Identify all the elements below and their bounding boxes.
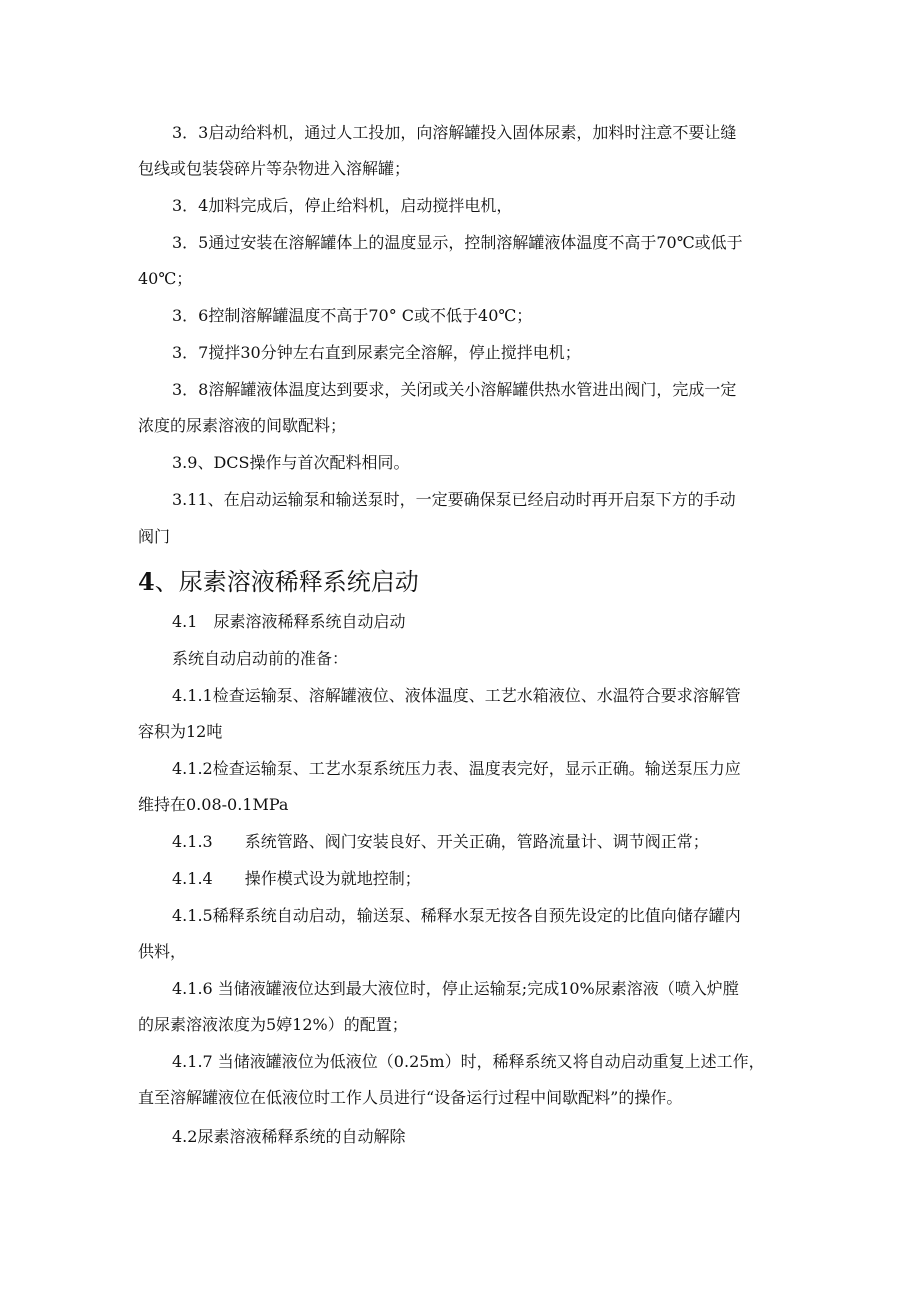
para-3-4: 3．4加料完成后，停止给料机，启动搅拌电机， [172,196,513,215]
section-4-heading [138,566,788,598]
para-4-1-3: 4.1.3 系统管路、阀门安装良好、开关正确，管路流量计、调节阀正常； [172,832,709,851]
para-3-7: 3．7搅拌30分钟左右直到尿素完全溶解，停止搅拌电机； [172,343,581,362]
para-3-3-line-2: 包线或包装袋碎片等杂物进入溶解罐； [138,159,411,178]
para-4-1-6-line-2: 的尿素溶液浓度为5婷12%）的配置； [138,1015,408,1034]
para-3-8-line-2: 浓度的尿素溶液的间歇配料； [138,416,347,435]
section-4-title: 、尿素溶液稀释系统启动 [154,568,419,596]
para-4-1-5-line-2: 供料， [138,942,187,961]
para-3-11-line-2: 阀门 [138,527,171,546]
para-4-1-7-line-2: 直至溶解罐液位在低液位时工作人员进行“设备运行过程中间歇配料”的操作。 [138,1088,683,1107]
para-3-11-line-1: 3.11、在启动运输泵和输送泵时，一定要确保泵已经启动时再开启泵下方的手动 [172,490,736,509]
para-4-1: 4.1 尿素溶液稀释系统自动启动 [172,612,406,631]
para-3-9: 3.9、DCS操作与首次配料相同。 [172,453,410,472]
para-3-8-line-1: 3．8溶解罐液体温度达到要求，关闭或关小溶解罐供热水管进出阀门，完成一定 [172,380,737,399]
para-prep: 系统自动启动前的准备： [172,649,349,668]
para-4-1-7-line-1: 4.1.7 当储液罐液位为低液位（0.25m）时，稀释系统又将自动启动重复上述工作， [172,1052,765,1071]
para-4-1-5-line-1: 4.1.5稀释系统自动启动，输送泵、稀释水泵无按各自预先设定的比值向储存罐内 [172,906,741,925]
para-4-1-1-line-1: 4.1.1检查运输泵、溶解罐液位、液体温度、工艺水箱液位、水温符合要求溶解管 [172,686,741,705]
para-3-5-line-2: 40℃； [138,269,193,288]
para-4-1-2-line-2: 维持在0.08-0.1MPa [138,795,289,814]
section-4-number: 4 [138,567,155,596]
para-4-1-6-line-1: 4.1.6 当储液罐液位达到最大液位时，停止运输泵;完成10%尿素溶液（喷入炉膛 [172,979,739,998]
para-3-3-line-1: 3．3启动给料机，通过人工投加，向溶解罐投入固体尿素，加料时注意不要让缝 [172,123,737,142]
para-4-1-2-line-1: 4.1.2检查运输泵、工艺水泵系统压力表、温度表完好，显示正确。输送泵压力应 [172,759,741,778]
para-4-1-1-line-2: 容积为12吨 [138,722,223,741]
para-3-6: 3．6控制溶解罐温度不高于70° C或不低于40℃； [172,306,533,325]
para-4-1-4: 4.1.4 操作模式设为就地控制； [172,869,421,888]
para-4-2: 4.2尿素溶液稀释系统的自动解除 [172,1127,406,1146]
para-3-5-line-1: 3．5通过安装在溶解罐体上的温度显示，控制溶解罐液体温度不高于70℃或低于 [172,233,743,252]
